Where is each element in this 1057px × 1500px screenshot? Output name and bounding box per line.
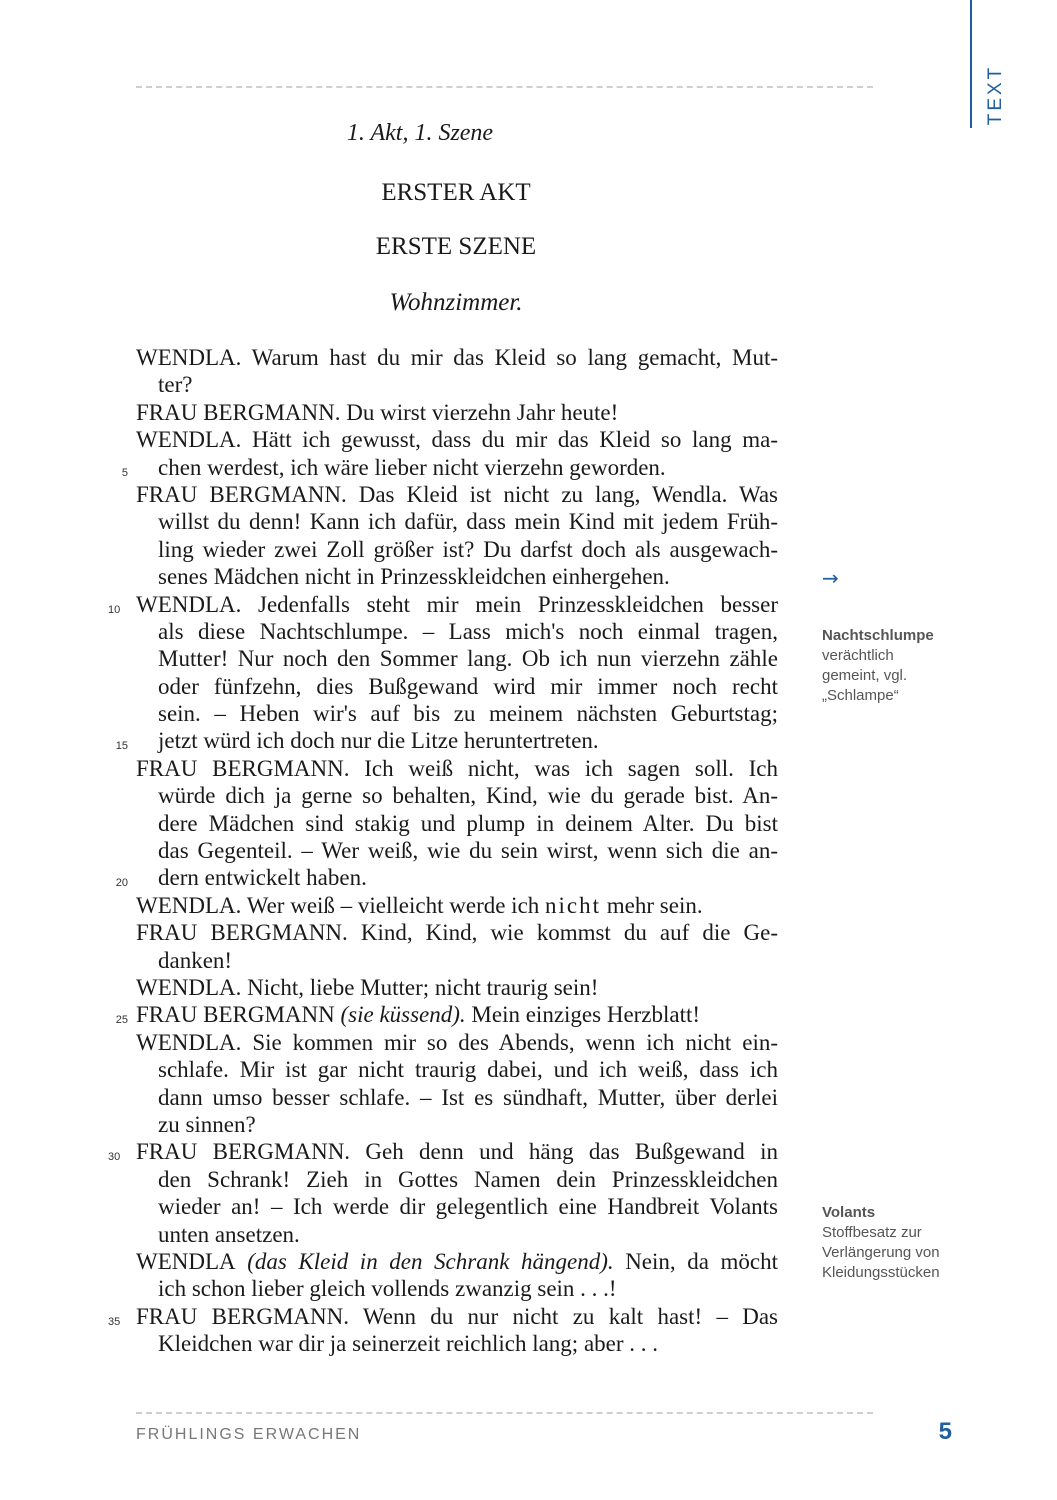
line-text: Wer weiß – vielleicht werde ich [241,892,546,918]
line-text: Das Kleid ist nicht zu lang, Wendla. Was [346,481,778,507]
text-line [136,1111,778,1138]
text-line [108,591,778,618]
speaker-name: WENDLA [136,1248,236,1274]
line-text: schlafe. Mir ist gar nicht traurig dabei, und ich weiß, dass ich [158,1057,778,1083]
line-text: zu sinnen? [158,1111,256,1137]
line-text: Kleidchen war dir ja seinerzeit reichlich lang; aber . . . [158,1331,659,1357]
top-divider [136,86,873,88]
line-text: den Schrank! Zieh in Gottes Namen dein Prinzesskleidchen [158,1166,778,1192]
text-line [136,1084,778,1111]
speaker-name: WENDLA. [136,1029,242,1055]
line-text: dann umso besser schlafe. – Ist es sündhaft, Mutter, über derlei [158,1084,778,1110]
line-text: Wenn du nur nicht zu kalt hast! – Das [349,1303,779,1329]
line-number: 5 [121,466,128,479]
line-number: 35 [108,1315,121,1328]
speaker-name: FRAU BERGMANN. [136,920,348,946]
speaker-name: FRAU BERGMANN. [136,1139,351,1165]
line-text: willst du denn! Kann ich dafür, dass mein Kind mit jedem Früh- [158,509,778,535]
text-line [136,536,778,563]
gloss-definition-line: gemeint, vgl. [822,667,908,684]
line-text: Sie kommen mir so des Abends, wenn ich nicht ein- [241,1029,778,1055]
line-text: chen werdest, ich wäre lieber nicht vierzehn geworden. [158,454,666,480]
text-line [136,947,778,974]
text-line [121,454,778,481]
text-line [136,563,778,590]
text-line [115,864,778,891]
line-text: Warum hast du mir das Kleid so lang gemacht, Mut- [241,345,778,370]
text-line [136,371,778,398]
page-number: 5 [938,1418,952,1445]
text-line [136,1166,778,1193]
gloss-term: Nachtschlumpe [822,627,934,644]
stage-direction: (das Kleid in den Schrank hängend). [235,1248,614,1274]
text-line [136,1029,778,1056]
speaker-name: WENDLA. [136,892,242,918]
text-line [115,727,778,754]
text-line [136,399,778,426]
line-text: danken! [158,947,233,973]
line-text: ling wieder zwei Zoll größer ist? Du darfst doch als ausgewach- [158,536,778,562]
line-text: jetzt würd ich doch nur die Litze heruntertreten. [158,728,599,754]
gloss-definition-line: Kleidungsstücken [822,1264,940,1281]
scene-heading: ERSTE SZENE [375,233,537,260]
line-text: senes Mädchen nicht in Prinzesskleidchen einhergehen. [158,564,670,590]
line-text: Du wirst vierzehn Jahr heute! [340,399,619,425]
text-line [136,673,778,700]
scene-setting: Wohnzimmer. [389,289,523,316]
gloss-definition-line: „Schlampe“ [822,687,899,704]
line-text: Geh denn und häng das Bußgewand in [350,1139,778,1165]
section-label: 1. Akt, 1. Szene [346,120,494,146]
text-line [136,700,778,727]
speaker-name: WENDLA. [136,345,242,370]
line-text: das Gegenteil. – Wer weiß, wie du sein wirst, wenn sich die an- [158,838,778,864]
text-line [108,1138,778,1165]
text-line [136,1275,778,1302]
speaker-name: WENDLA. [136,427,242,453]
line-text: Mein einziges Herzblatt! [465,1002,701,1028]
line-text: wieder an! – Ich werde dir gelegentlich eine Handbreit Volants [158,1194,778,1220]
text-line [136,1221,778,1248]
text-line [136,426,778,453]
play-text [108,344,779,1357]
line-text: Jedenfalls steht mir mein Prinzesskleidchen besser [241,591,778,617]
line-number: 10 [108,603,121,616]
margin-arrow-icon: → [822,566,839,590]
text-line [136,1330,778,1357]
text-line [136,919,778,946]
line-number: 30 [108,1151,121,1164]
line-text: oder fünfzehn, dies Bußgewand wird mir immer noch recht [158,673,778,699]
text-line [108,1303,779,1330]
text-line [136,782,778,809]
side-tab [982,62,1010,128]
text-line [136,755,778,782]
line-text: dern entwickelt haben. [158,865,367,891]
line-text: sein. – Heben wir's auf bis zu meinem nächsten Geburtstag; [158,701,778,727]
text-line [136,837,778,864]
side-tab-rule [970,0,972,128]
side-tab-label: TEXT [985,64,1006,126]
speaker-name: FRAU BERGMANN. [136,481,347,507]
text-line [136,508,778,535]
line-text: dere Mädchen sind stakig und plump in deinem Alter. Du bist [158,810,778,836]
speaker-name: WENDLA. [136,591,242,617]
line-text: unten ansetzen. [158,1221,300,1247]
line-text: würde dich ja gerne so behalten, Kind, wie du gerade bist. An- [158,783,778,809]
act-heading: ERSTER AKT [381,179,531,206]
text-line [136,1193,778,1220]
speaker-name: FRAU BERGMANN. [136,1303,350,1329]
gloss-term: Volants [822,1204,876,1221]
line-number: 20 [115,877,128,890]
line-text: mehr sein. [601,892,703,918]
text-line [115,1001,778,1028]
stage-direction: (sie küssend). [334,1002,466,1028]
text-line [136,1248,778,1275]
gloss-definition-line: Stoffbesatz zur [822,1224,922,1241]
text-line [136,1056,778,1083]
text-line [136,618,778,645]
line-text: ich schon lieber gleich vollends zwanzig sein . . .! [158,1276,617,1302]
text-line [136,481,778,508]
line-text: als diese Nachtschlumpe. – Lass mich's noch einmal tragen, [158,618,778,644]
line-text: Nein, da möcht [613,1248,779,1274]
speaker-name: FRAU BERGMANN. [136,399,341,425]
text-line [136,974,778,1001]
line-text: Mutter! Nur noch den Sommer lang. Ob ich nun vierzehn zähle [158,646,778,672]
gloss-volants [822,1203,972,1283]
line-text: ter? [158,372,193,398]
gloss-definition-line: verächtlich [822,647,894,664]
book-title: FRÜHLINGS ERWACHEN [136,1426,362,1443]
line-text: Kind, Kind, wie kommst du auf die Ge- [347,920,778,946]
line-text: Nicht, liebe Mutter; nicht traurig sein! [241,974,599,1000]
gloss-definition-line: Verlängerung von [822,1244,940,1261]
speaker-name: FRAU BERGMANN [136,1002,335,1028]
emphasis-text: nicht [545,892,602,918]
bottom-divider [136,1412,873,1414]
gloss-nachtschlumpe [822,626,972,706]
text-line [136,810,778,837]
line-text: Hätt ich gewusst, dass du mir das Kleid so lang ma- [241,427,778,453]
text-line [136,892,778,919]
line-number: 25 [115,1014,128,1027]
line-text: Ich weiß nicht, was ich sagen soll. Ich [349,755,778,781]
text-line [136,344,778,371]
speaker-name: FRAU BERGMANN. [136,755,350,781]
line-number: 15 [115,740,128,753]
speaker-name: WENDLA. [136,974,242,1000]
text-line [136,645,778,672]
